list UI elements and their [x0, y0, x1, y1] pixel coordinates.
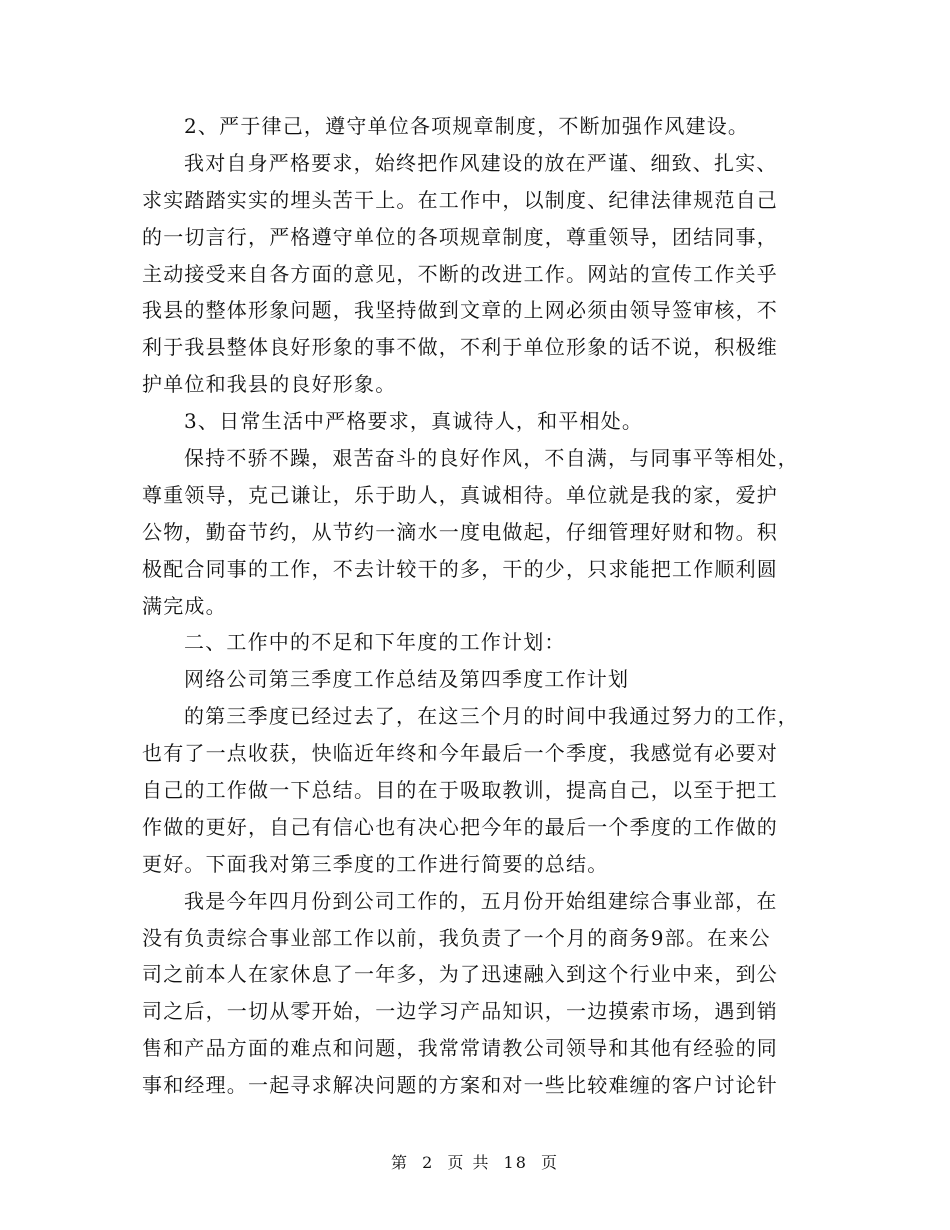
text-line: 主动接受来自各方面的意见，不断的改进工作。网站的宣传工作关乎: [142, 261, 778, 286]
text-line: 我是今年四月份到公司工作的，五月份开始组建综合事业部，在: [184, 888, 778, 913]
text-line: 3、日常生活中严格要求，真诚待人，和平相处。: [184, 409, 644, 434]
text-line: 网络公司第三季度工作总结及第四季度工作计划: [184, 667, 630, 692]
text-line: 的一切言行，严格遵守单位的各项规章制度，尊重领导，团结同事，: [142, 224, 778, 249]
text-line: 司之前本人在家休息了一年多，为了迅速融入到这个行业中来，到公: [142, 962, 778, 987]
page-suffix: 页: [541, 1153, 560, 1172]
text-line: 求实踏踏实实的埋头苦干上。在工作中，以制度、纪律法律规范自己: [142, 187, 778, 212]
document-body: [142, 108, 802, 1104]
text-line: 售和产品方面的难点和问题，我常常请教公司领导和其他有经验的同: [142, 1036, 778, 1061]
text-line: 尊重领导，克己谦让，乐于助人，真诚相待。单位就是我的家，爱护: [142, 482, 778, 507]
text-line: 公物，勤奋节约，从节约一滴水一度电做起，仔细管理好财和物。积: [142, 519, 778, 544]
text-line: 我对自身严格要求，始终把作风建设的放在严谨、细致、扎实、: [184, 150, 778, 175]
text-line: 利于我县整体良好形象的事不做，不利于单位形象的话不说，积极维: [142, 335, 778, 360]
text-line: 也有了一点收获，快临近年终和今年最后一个季度，我感觉有必要对: [142, 741, 778, 766]
page-prefix: 第: [390, 1153, 409, 1172]
text-line: 二、工作中的不足和下年度的工作计划：: [184, 630, 566, 655]
total-page-count: 18: [503, 1153, 528, 1172]
text-line: 护单位和我县的良好形象。: [142, 372, 397, 397]
text-line: 司之后，一切从零开始，一边学习产品知识，一边摸索市场，遇到销: [142, 999, 778, 1024]
page-middle-text: 页 共: [447, 1153, 491, 1172]
text-line: 更好。下面我对第三季度的工作进行简要的总结。: [142, 851, 609, 876]
text-line: 没有负责综合事业部工作以前，我负责了一个月的商务9部。在来公: [142, 925, 771, 950]
page-footer: [0, 1150, 950, 1173]
text-line: 事和经理。一起寻求解决问题的方案和对一些比较难缠的客户讨论针: [142, 1073, 778, 1098]
text-line: 我县的整体形象问题，我坚持做到文章的上网必须由领导签审核，不: [142, 298, 778, 323]
text-line: 自己的工作做一下总结。目的在于吸取教训，提高自己，以至于把工: [142, 778, 778, 803]
text-line: 保持不骄不躁，艰苦奋斗的良好作风，不自满，与同事平等相处，: [184, 446, 799, 471]
text-line: 极配合同事的工作，不去计较干的多，干的少，只求能把工作顺利圆: [142, 556, 778, 581]
current-page-number: 2: [422, 1153, 435, 1172]
text-line: 的第三季度已经过去了，在这三个月的时间中我通过努力的工作，: [184, 704, 799, 729]
text-line: 2、严于律己，遵守单位各项规章制度，不断加强作风建设。: [184, 114, 750, 138]
text-line: 作做的更好，自己有信心也有决心把今年的最后一个季度的工作做的: [142, 814, 778, 839]
text-line: 满完成。: [142, 593, 227, 618]
